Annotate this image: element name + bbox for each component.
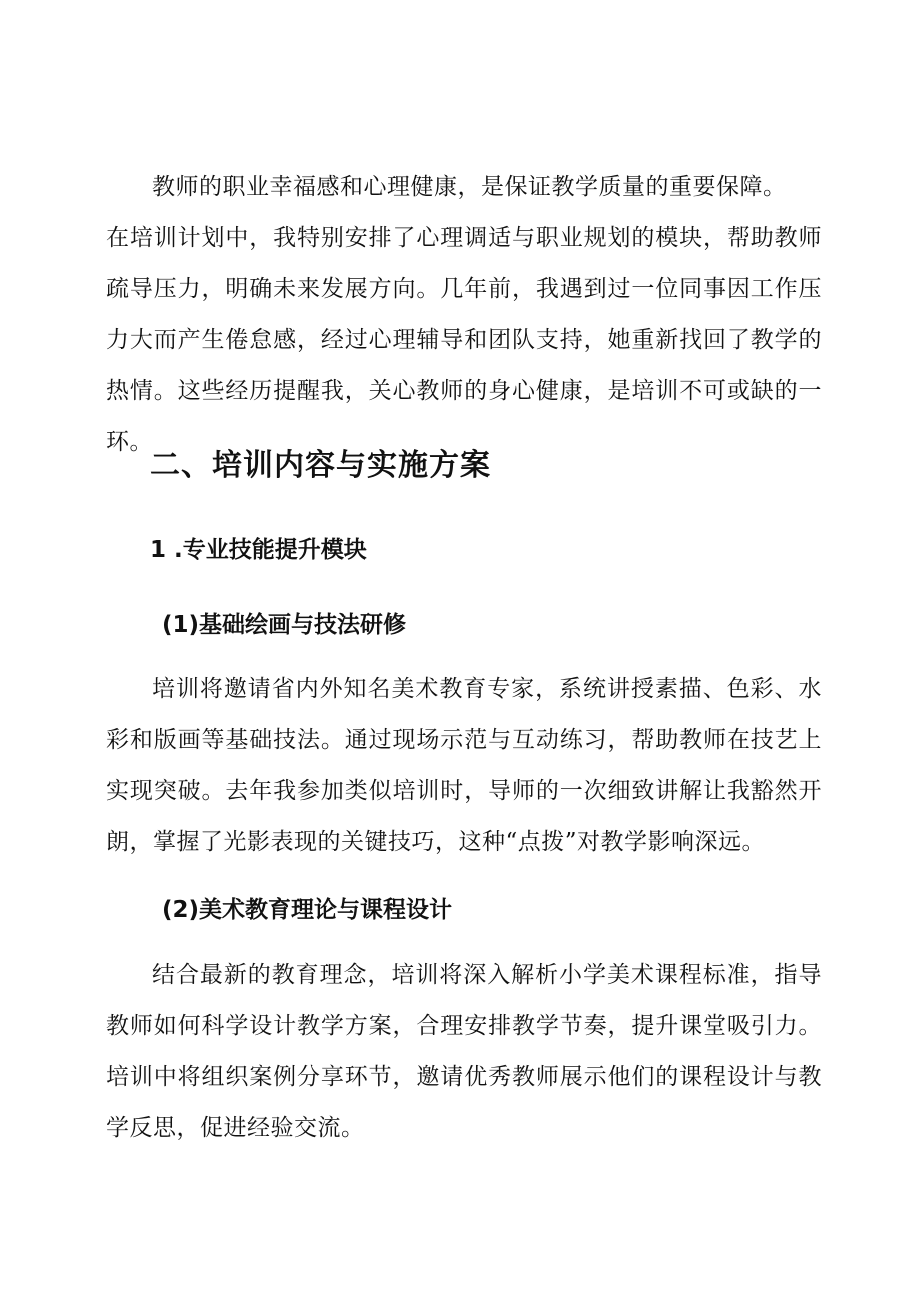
intro-text [106,162,822,468]
item-1-title: (1)基础绘画与技法研修 [162,612,407,638]
item-1-body [106,664,822,868]
intro-paragraph-2: 在培训计划中，我特别安排了心理调适与职业规划的模块，帮助教师疏导压力，明确未来发展方向。几年前，我遇到过一位同事因工作压力大而产生倦怠感，经过心理辅导和团队支持，她重新找回了教学的热情。这些经历提醒我，关心教师的身心健康，是培训不可或缺的一环。 [106,225,822,455]
item-1-heading [162,609,878,641]
item-2-body [106,950,822,1154]
subsection-title: 1 .专业技能提升模块 [150,537,367,563]
intro-paragraph-1: 教师的职业幸福感和心理健康，是保证教学质量的重要保障。 [152,174,787,200]
item-2-paragraph: 结合最新的教育理念，培训将深入解析小学美术课程标准，指导教师如何科学设计教学方案，合理安排教学节奏，提升课堂吸引力。培训中将组织案例分享环节，邀请优秀教师展示他们的课程设计与教学反思，促进经验交流。 [106,962,822,1141]
item-2-heading [162,894,878,926]
section-title: 二、培训内容与实施方案 [150,448,491,483]
item-2-title: (2)美术教育理论与课程设计 [162,897,453,923]
subsection-heading [150,534,866,566]
section-heading [150,446,866,486]
item-1-paragraph: 培训将邀请省内外知名美术教育专家，系统讲授素描、色彩、水彩和版画等基础技法。通过现场示范与互动练习，帮助教师在技艺上实现突破。去年我参加类似培训时，导师的一次细致讲解让我豁然开朗，掌握了光影表现的关键技巧，这种“点拨”对教学影响深远。 [106,676,822,855]
